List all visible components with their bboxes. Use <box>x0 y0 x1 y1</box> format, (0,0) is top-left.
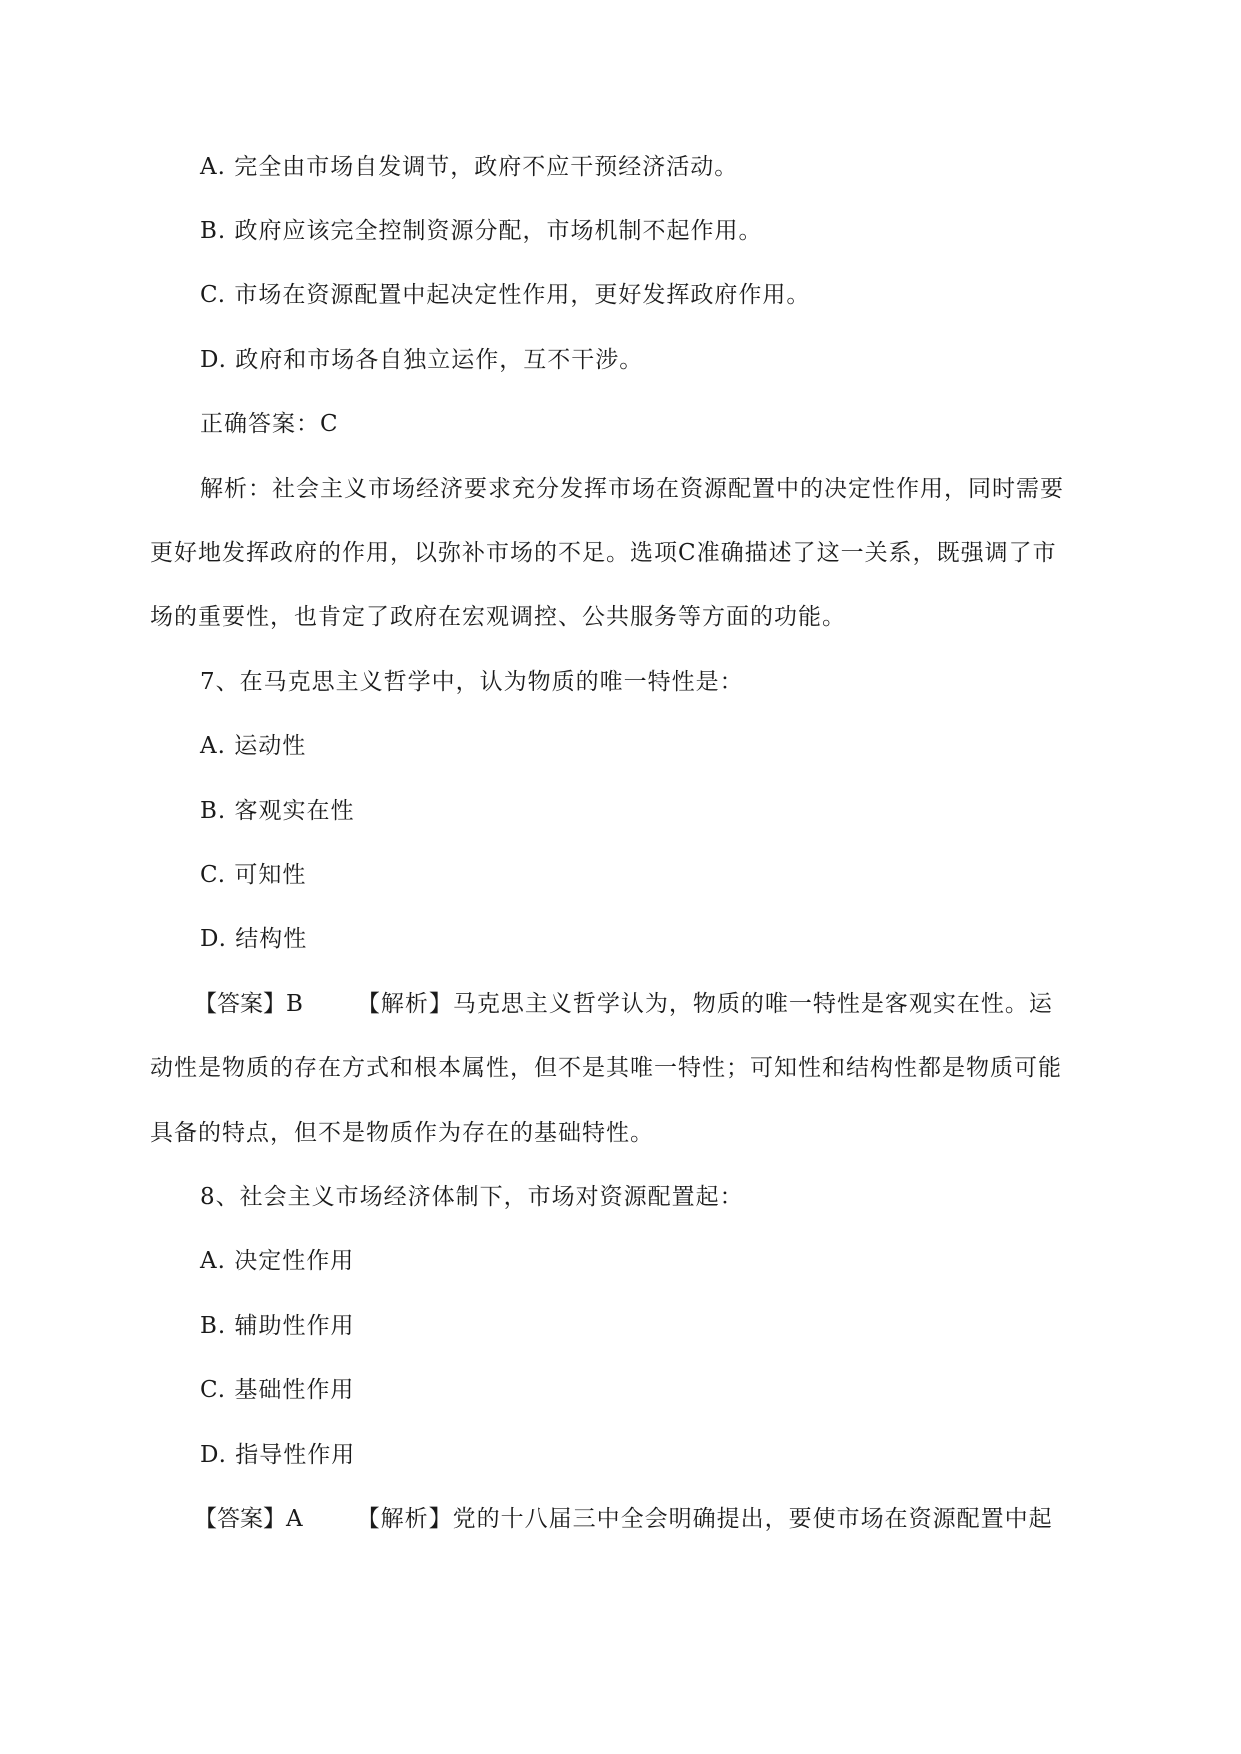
q7-analysis-line-1: 【解析】马克思主义哲学认为，物质的唯一特性是客观实在性。运 <box>356 991 1053 1017</box>
q8-question: 8、社会主义市场经济体制下，市场对资源配置起： <box>200 1184 744 1210</box>
q6-option-c: C. 市场在资源配置中起决定性作用，更好发挥政府作用。 <box>200 282 811 308</box>
q7-analysis-line-3: 具备的特点，但不是物质作为存在的基础特性。 <box>150 1120 654 1146</box>
q8-analysis-line-1: 【解析】党的十八届三中全会明确提出，要使市场在资源配置中起 <box>356 1506 1053 1532</box>
q6-analysis-line-1: 解析：社会主义市场经济要求充分发挥市场在资源配置中的决定性作用，同时需要 <box>200 476 1064 502</box>
q8-option-b: B. 辅助性作用 <box>200 1313 355 1339</box>
q7-answer: 【答案】B <box>194 991 303 1017</box>
q7-option-d: D. 结构性 <box>200 926 308 952</box>
q6-analysis-line-3: 场的重要性，也肯定了政府在宏观调控、公共服务等方面的功能。 <box>150 604 846 630</box>
q8-answer-analysis <box>194 1504 1053 1534</box>
q8-option-a: A. 决定性作用 <box>200 1248 355 1274</box>
q7-analysis-line-2: 动性是物质的存在方式和根本属性，但不是其唯一特性；可知性和结构性都是物质可能 <box>150 1055 1062 1081</box>
q6-analysis-line-2: 更好地发挥政府的作用，以弥补市场的不足。选项C准确描述了这一关系，既强调了市 <box>150 540 1057 566</box>
q8-option-c: C. 基础性作用 <box>200 1377 355 1403</box>
q6-answer: 正确答案：C <box>200 411 339 437</box>
q8-answer: 【答案】A <box>194 1506 303 1532</box>
q7-option-b: B. 客观实在性 <box>200 798 355 824</box>
q7-option-c: C. 可知性 <box>200 862 307 888</box>
q7-question: 7、在马克思主义哲学中，认为物质的唯一特性是： <box>200 669 744 695</box>
q7-option-a: A. 运动性 <box>200 733 307 759</box>
q6-option-a: A. 完全由市场自发调节，政府不应干预经济活动。 <box>200 154 739 180</box>
q8-option-d: D. 指导性作用 <box>200 1442 356 1468</box>
q6-option-b: B. 政府应该完全控制资源分配，市场机制不起作用。 <box>200 218 763 244</box>
q6-option-d: D. 政府和市场各自独立运作，互不干涉。 <box>200 347 644 373</box>
q7-answer-analysis <box>194 989 1053 1019</box>
